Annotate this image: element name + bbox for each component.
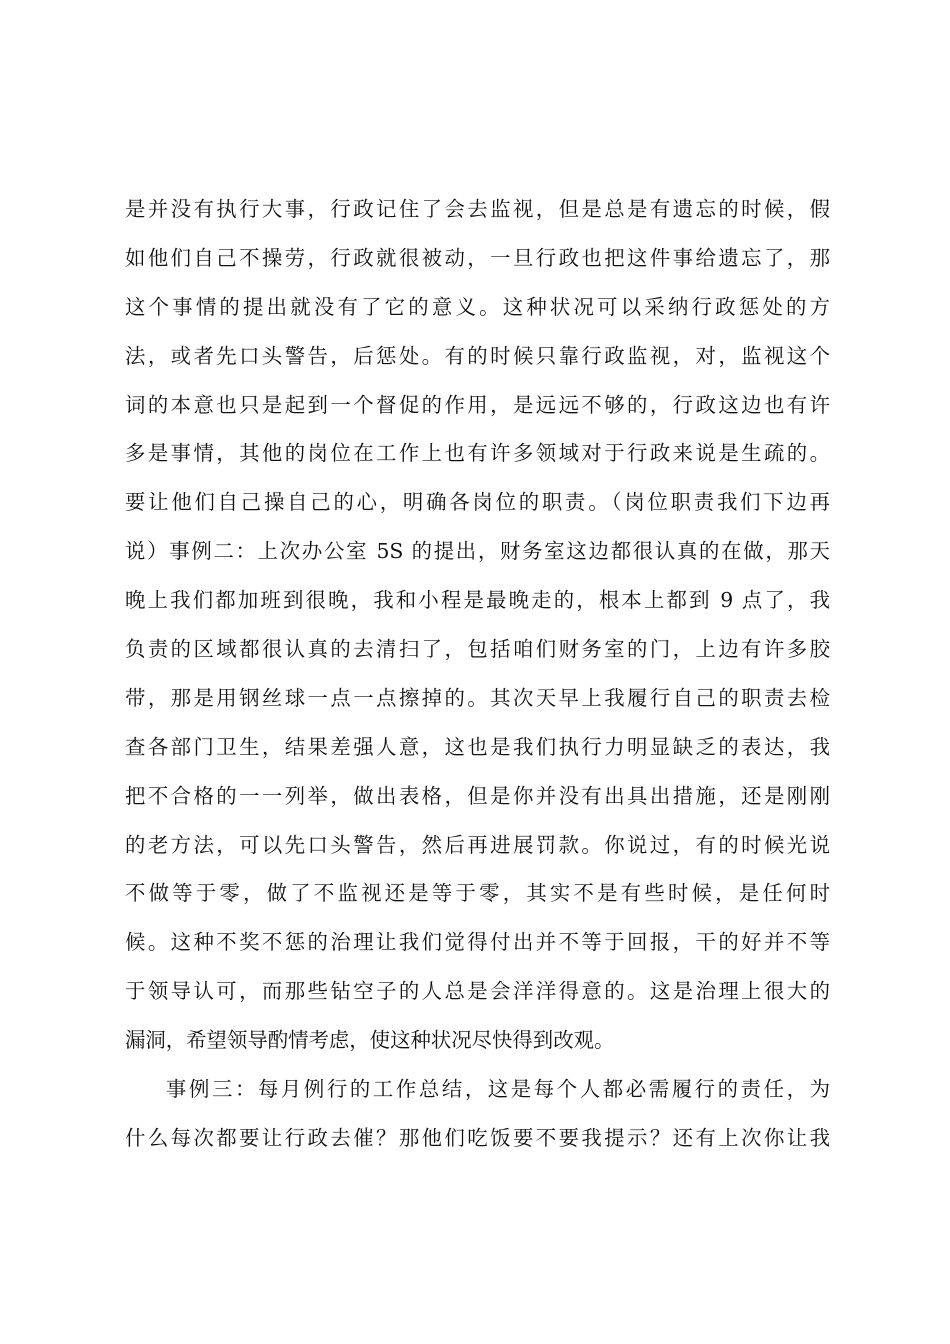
text-line: 事例三：每月例行的工作总结，这是每个人都必需履行的责任，为 bbox=[166, 1077, 830, 1102]
text-line: 候。这种不奖不惩的治理让我们觉得付出并不等于回报，干的好并不等 bbox=[125, 930, 830, 955]
text-line: 什么每次都要让行政去催？那他们吃饭要不要我提示？还有上次你让我 bbox=[125, 1125, 830, 1150]
text-line: 词的本意也只是起到一个督促的作用，是远远不够的，行政这边也有许 bbox=[125, 392, 830, 417]
text-line: 这个事情的提出就没有了它的意义。这种状况可以采纳行政惩处的方 bbox=[125, 294, 830, 319]
paragraph-1 bbox=[125, 185, 830, 1065]
text-line: 于领导认可，而那些钻空子的人总是会洋洋得意的。这是治理上很大的 bbox=[125, 979, 830, 1004]
text-line: 法，或者先口头警告，后惩处。有的时候只靠行政监视，对，监视这个 bbox=[125, 343, 830, 368]
text-line: 晚上我们都加班到很晚，我和小程是最晚走的，根本上都到 9 点了，我 bbox=[125, 588, 830, 613]
text-line: 漏洞，希望领导酌情考虑，使这种状况尽快得到改观。 bbox=[125, 1028, 615, 1053]
text-line: 查各部门卫生，结果差强人意，这也是我们执行力明显缺乏的表达，我 bbox=[125, 734, 830, 759]
text-line: 说）事例二：上次办公室 5S 的提出，财务室这边都很认真的在做，那天 bbox=[125, 539, 830, 564]
text-line: 不做等于零，做了不监视还是等于零，其实不是有些时候，是任何时 bbox=[125, 881, 830, 906]
body-text bbox=[125, 185, 830, 1163]
text-line: 的老方法，可以先口头警告，然后再进展罚款。你说过，有的时候光说 bbox=[125, 832, 830, 857]
text-line: 负责的区域都很认真的去清扫了，包括咱们财务室的门，上边有许多胶 bbox=[125, 637, 830, 662]
text-line: 把不合格的一一列举，做出表格，但是你并没有出具出措施，还是刚刚 bbox=[125, 783, 830, 808]
text-line: 如他们自己不操劳，行政就很被动，一旦行政也把这件事给遗忘了，那 bbox=[125, 245, 830, 270]
text-line: 是并没有执行大事，行政记住了会去监视，但是总是有遗忘的时候，假 bbox=[125, 197, 830, 221]
text-line: 要让他们自己操自己的心，明确各岗位的职责。（岗位职责我们下边再 bbox=[125, 490, 830, 515]
text-line: 多是事情，其他的岗位在工作上也有许多领域对于行政来说是生疏的。 bbox=[125, 441, 830, 466]
text-line: 带，那是用钢丝球一点一点擦掉的。其次天早上我履行自己的职责去检 bbox=[125, 685, 830, 710]
paragraph-2 bbox=[125, 1065, 830, 1163]
